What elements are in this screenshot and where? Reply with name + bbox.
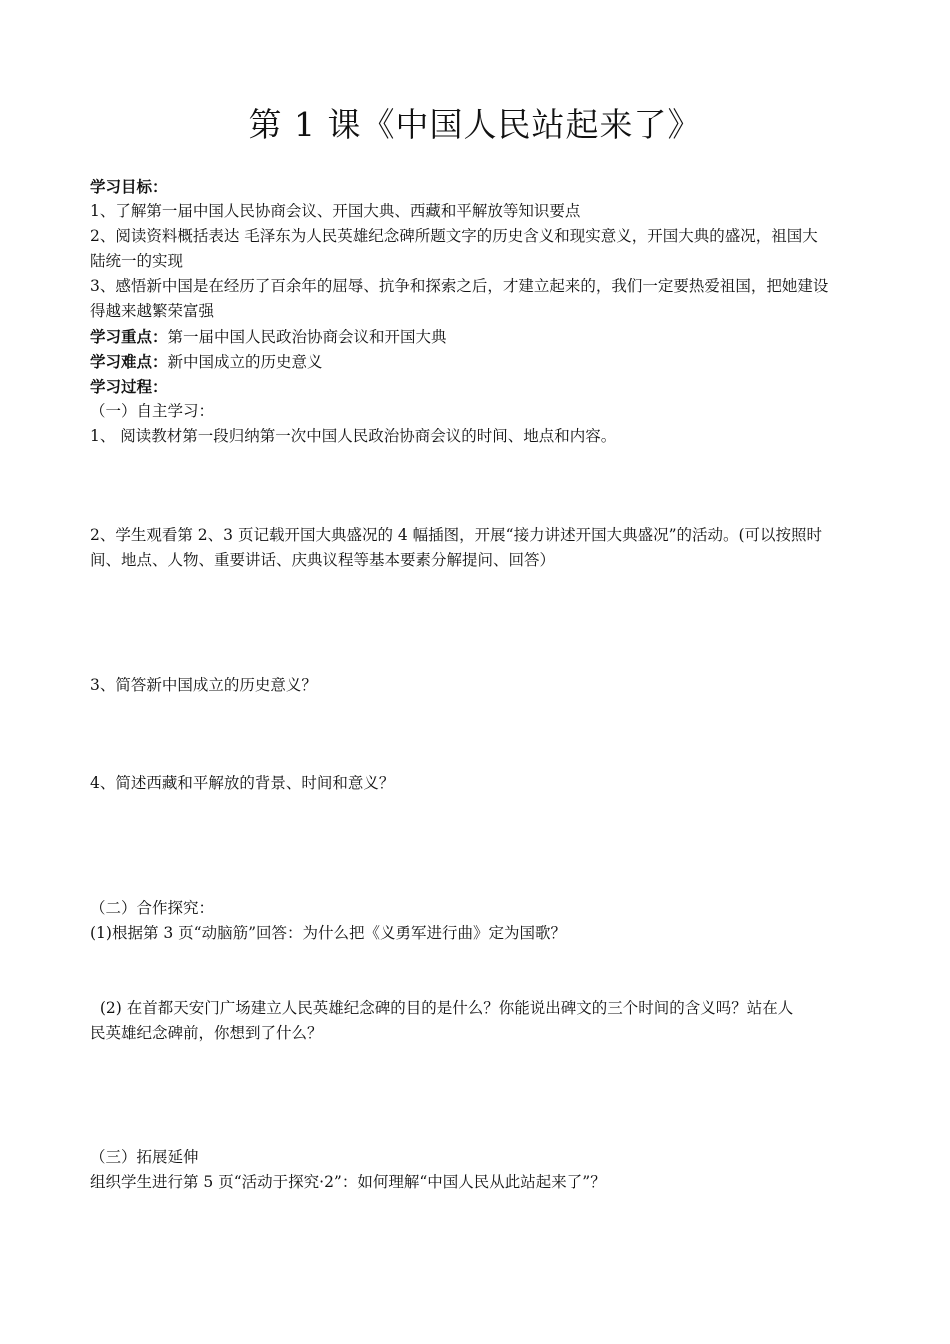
lesson-title: 第 1 课《中国人民站起来了》: [248, 105, 702, 144]
key-point-row: [90, 324, 870, 350]
cooperation-question-1: (1)根据第 3 页“动脑筋”回答：为什么把《义勇军进行曲》定为国歌？: [90, 924, 567, 942]
self-study-question-4: 4、简述西藏和平解放的背景、时间和意义？: [90, 774, 395, 792]
difficulty-label: 学习难点：: [90, 352, 168, 371]
self-study-question-1: 1、 阅读教材第一段归纳第一次中国人民政治协商会议的时间、地点和内容。: [90, 427, 617, 445]
key-point-label: 学习重点：: [90, 327, 168, 346]
extension-heading: （三）拓展延伸: [90, 1148, 199, 1166]
self-study-question-3: 3、简答新中国成立的历史意义？: [90, 676, 317, 694]
objective-item-3: 3、感悟新中国是在经历了百余年的屈辱、抗争和探索之后，才建立起来的，我们一定要热爱祖国，把她建设: [90, 277, 829, 295]
extension-text: 组织学生进行第 5 页“活动于探究·2”：如何理解“中国人民从此站起来了”？: [90, 1173, 606, 1191]
self-study-question-2: 2、学生观看第 2、3 页记载开国大典盛况的 4 幅插图，开展“接力讲述开国大典盛况”的活动。(可以按照时: [90, 526, 823, 544]
objective-item-2: 2、阅读资料概括表达 毛泽东为人民英雄纪念碑所题文字的历史含义和现实意义，开国大典的盛况，祖国大: [90, 227, 818, 245]
self-study-question-2-cont: 间、地点、人物、重要讲话、庆典议程等基本要素分解提问、回答）: [90, 551, 556, 569]
objective-item-3-cont: 得越来越繁荣富强: [90, 302, 215, 320]
process-heading: 学习过程：: [90, 377, 168, 396]
objective-item-2-cont: 陆统一的实现: [90, 252, 184, 270]
cooperation-heading: （二）合作探究：: [90, 899, 215, 917]
self-study-heading: （一）自主学习：: [90, 402, 215, 420]
objective-item-1: 1、了解第一届中国人民协商会议、开国大典、西藏和平解放等知识要点: [90, 202, 581, 220]
difficulty-row: [90, 349, 870, 375]
cooperation-question-2-cont: 民英雄纪念碑前，你想到了什么？: [90, 1024, 323, 1042]
objectives-heading: 学习目标：: [90, 177, 168, 196]
cooperation-question-2: (2) 在首都天安门广场建立人民英雄纪念碑的目的是什么？你能说出碑文的三个时间的含义吗？站在人: [90, 999, 794, 1017]
key-point-text: 第一届中国人民政治协商会议和开国大典: [167, 328, 447, 346]
difficulty-text: 新中国成立的历史意义: [167, 353, 323, 371]
